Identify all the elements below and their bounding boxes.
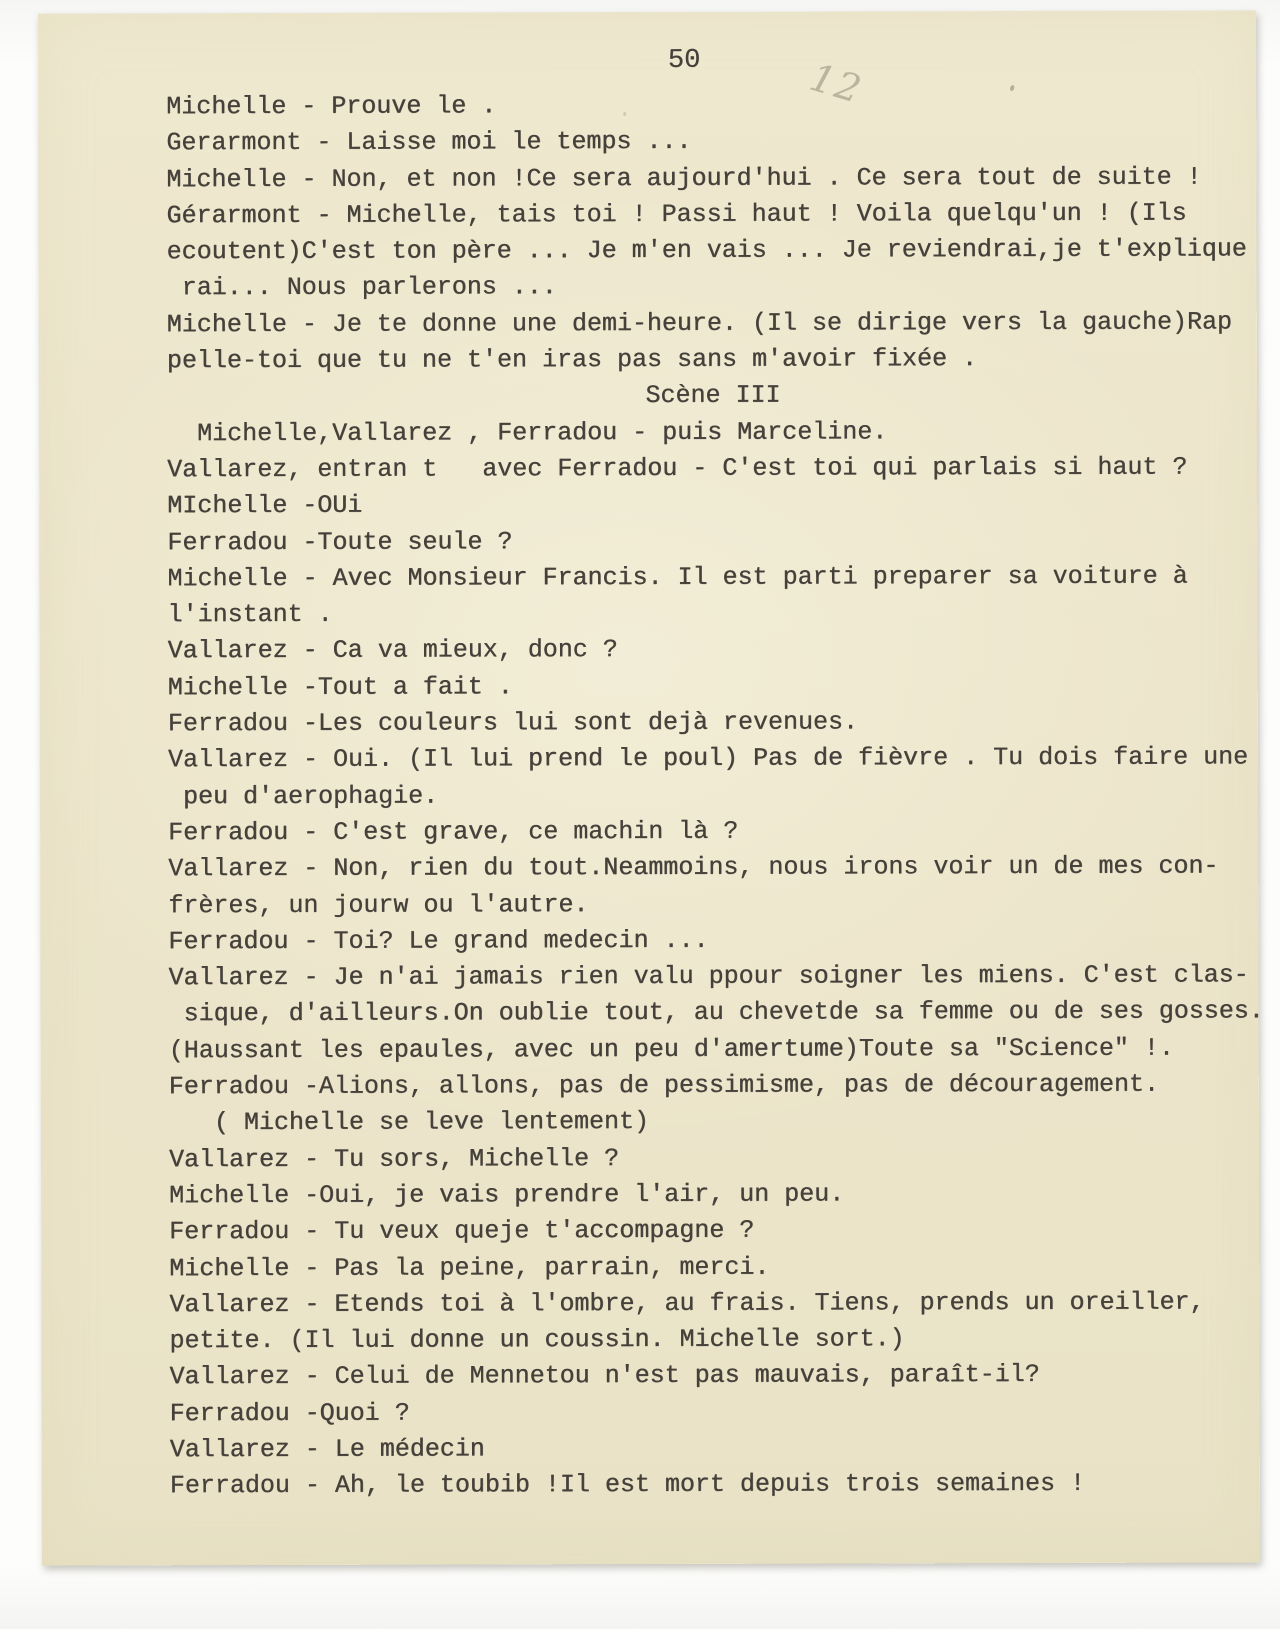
- script-line: Gerarmont - Laisse moi le temps ...: [166, 127, 692, 158]
- script-line: pelle-toi que tu ne t'en iras pas sans m'avoir fixée .: [166, 344, 978, 376]
- script-line: Gérarmont - Michelle, tais toi ! Passi haut ! Voila quelqu'un ! (Ils: [166, 198, 1187, 231]
- script-line: Ferradou -Toute seule ?: [167, 526, 513, 557]
- script-line: Vallarez - Tu sors, Michelle ?: [168, 1143, 620, 1174]
- script-line: Michelle - Prouve le .: [166, 91, 497, 122]
- script-line: Ferradou - Tu veux queje t'accompagne ?: [169, 1215, 755, 1247]
- script-line: sique, d'ailleurs.On oublie tout, au chevetde sa femme ou de ses gosses.: [168, 996, 1264, 1029]
- script-line: frères, un jourw ou l'autre.: [168, 889, 589, 920]
- script-line: peu d'aerophagie.: [167, 781, 439, 811]
- script-line: Ferradou - Toi? Le grand medecin ...: [168, 925, 709, 957]
- script-line: Ferradou - Ah, le toubib !Il est mort depuis trois semaines !: [169, 1469, 1086, 1501]
- script-line: Vallarez - Etends toi à l'ombre, au frais. Tiens, prends un oreiller,: [169, 1287, 1205, 1320]
- script-line: (Haussant les epaules, avec un peu d'amertume)Toute sa "Science" !.: [168, 1033, 1174, 1065]
- page-number: 50: [667, 45, 701, 76]
- script-line: petite. (Il lui donne un coussin. Michelle sort.): [169, 1324, 905, 1356]
- script-line: Michelle - Avec Monsieur Francis. Il est parti preparer sa voiture à: [167, 561, 1188, 594]
- script-line: Michelle - Pas la peine, parrain, merci.: [169, 1252, 770, 1283]
- pencil-annotation: 12: [804, 54, 868, 113]
- script-line: Michelle -Tout a fait .: [167, 672, 513, 703]
- script-line: Vallarez - Je n'ai jamais rien valu ppour soigner les miens. C'est clas-: [168, 960, 1249, 993]
- script-line: Ferradou -Quoi ?: [169, 1398, 410, 1428]
- script-line: Michelle -Oui, je vais prendre l'air, un peu.: [169, 1179, 845, 1211]
- script-line: rai... Nous parlerons ...: [166, 272, 557, 303]
- script-line: Michelle,Vallarez , Ferradou - puis Marceline.: [167, 417, 888, 448]
- script-line: Ferradou -Alions, allons, pas de pessimisme, pas de découragement.: [168, 1069, 1159, 1102]
- script-line: Vallarez - Celui de Mennetou n'est pas mauvais, paraît-il?: [169, 1360, 1040, 1392]
- document-page: [38, 10, 1264, 1565]
- typescript-text-block: [166, 86, 1262, 1504]
- script-line: Vallarez - Non, rien du tout.Neammoins, nous irons voir un de mes con-: [168, 851, 1219, 884]
- script-line: Vallarez - Oui. (Il lui prend le poul) Pas de fièvre . Tu dois faire une: [167, 742, 1249, 775]
- script-line: Ferradou - C'est grave, ce machin là ?: [168, 816, 739, 848]
- script-line: Ferradou -Les couleurs lui sont dejà revenues.: [167, 707, 858, 739]
- script-line: ecoutent)C'est ton père ... Je m'en vais ... Je reviendrai,je t'explique: [166, 234, 1247, 267]
- script-line: Vallarez - Le médecin: [169, 1434, 485, 1465]
- script-line: Vallarez - Ca va mieux, donc ?: [167, 635, 618, 666]
- scene-heading: Scène III: [645, 381, 781, 411]
- script-line: Michelle - Non, et non !Ce sera aujourd'hui . Ce sera tout de suite !: [166, 162, 1202, 194]
- script-line: Vallarez, entran t avec Ferradou - C'est toi qui parlais si haut ?: [167, 452, 1188, 485]
- stage-direction: ( Michelle se leve lentement): [168, 1107, 649, 1138]
- script-line: l'instant .: [167, 599, 333, 630]
- script-line: MIchelle -OUi: [167, 491, 363, 521]
- script-line: Michelle - Je te donne une demi-heure. (Il se dirige vers la gauche)Rap: [166, 307, 1233, 340]
